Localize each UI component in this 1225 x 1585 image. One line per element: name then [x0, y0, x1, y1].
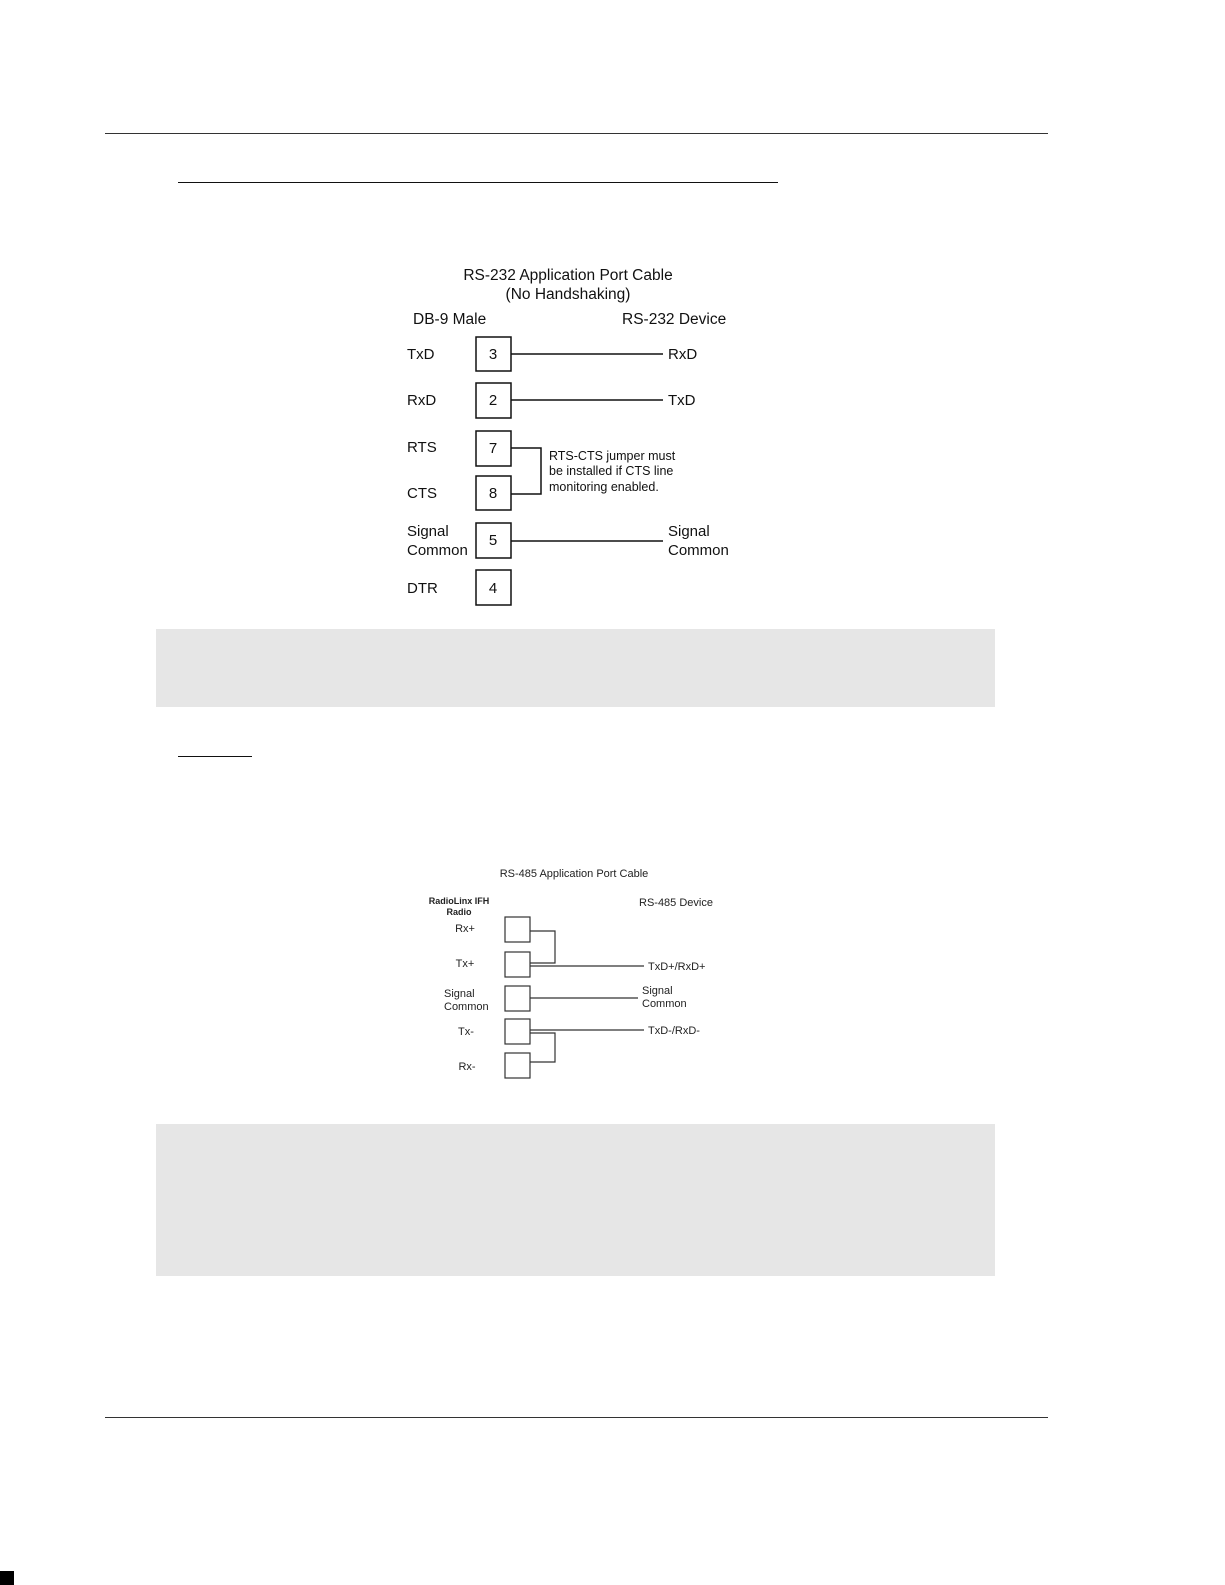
radio-header-line2: Radio — [446, 907, 472, 917]
rx-tx-minus-jumper — [530, 1033, 555, 1062]
pin-box — [505, 986, 530, 1011]
device-pin-label: TxD+/RxD+ — [648, 961, 706, 973]
pin-label: Signal — [407, 523, 449, 540]
jumper-note-line1: RTS-CTS jumper must — [549, 449, 676, 463]
db9-header: DB-9 Male — [413, 311, 487, 328]
pin-box — [505, 952, 530, 977]
pin-label: Rx+ — [455, 923, 475, 935]
rs232-subtitle: (No Handshaking) — [505, 286, 631, 303]
pin-number: 7 — [488, 440, 498, 457]
device-pin-label: Signal — [668, 523, 710, 540]
rs485-device-header: RS-485 Device — [639, 897, 713, 909]
device-pin-label: TxD — [668, 392, 696, 409]
pin-box — [505, 917, 530, 942]
rx-tx-plus-jumper — [530, 931, 555, 963]
rs485-title: RS-485 Application Port Cable — [499, 868, 649, 880]
pin-label: Common — [407, 542, 468, 559]
pin-label: Rx- — [458, 1061, 476, 1073]
device-pin-label: Common — [668, 542, 729, 559]
device-pin-label: RxD — [668, 346, 698, 363]
note-box — [156, 1124, 995, 1276]
pin-label: Signal — [444, 988, 475, 1000]
pin-box — [505, 1019, 530, 1044]
pin-label: TxD — [407, 346, 435, 363]
jumper-note-line2: be installed if CTS line — [549, 464, 674, 478]
device-pin-label: Common — [642, 998, 687, 1010]
pin-label: RxD — [407, 392, 437, 409]
pin-label: Tx+ — [455, 958, 475, 970]
rs232-device-header: RS-232 Device — [622, 311, 727, 328]
radio-header-line1: RadioLinx IFH — [428, 896, 490, 906]
pin-number: 4 — [488, 580, 498, 597]
footer-rule — [105, 1417, 1048, 1418]
rs232-title: RS-232 Application Port Cable — [463, 267, 673, 284]
pin-number: 5 — [488, 532, 498, 549]
pin-number: 8 — [488, 485, 498, 502]
pin-label: Common — [444, 1001, 489, 1013]
pin-label: DTR — [407, 580, 438, 597]
pin-box — [505, 1053, 530, 1078]
pin-label: RTS — [407, 439, 437, 456]
pin-label: CTS — [407, 485, 437, 502]
pin-label: Tx- — [458, 1026, 474, 1038]
pin-number: 2 — [488, 392, 498, 409]
device-pin-label: Signal — [642, 985, 673, 997]
jumper-note-line3: monitoring enabled. — [549, 480, 659, 494]
page-corner-mark — [0, 1571, 14, 1585]
device-pin-label: TxD-/RxD- — [648, 1025, 700, 1037]
pin-number: 3 — [488, 346, 498, 363]
